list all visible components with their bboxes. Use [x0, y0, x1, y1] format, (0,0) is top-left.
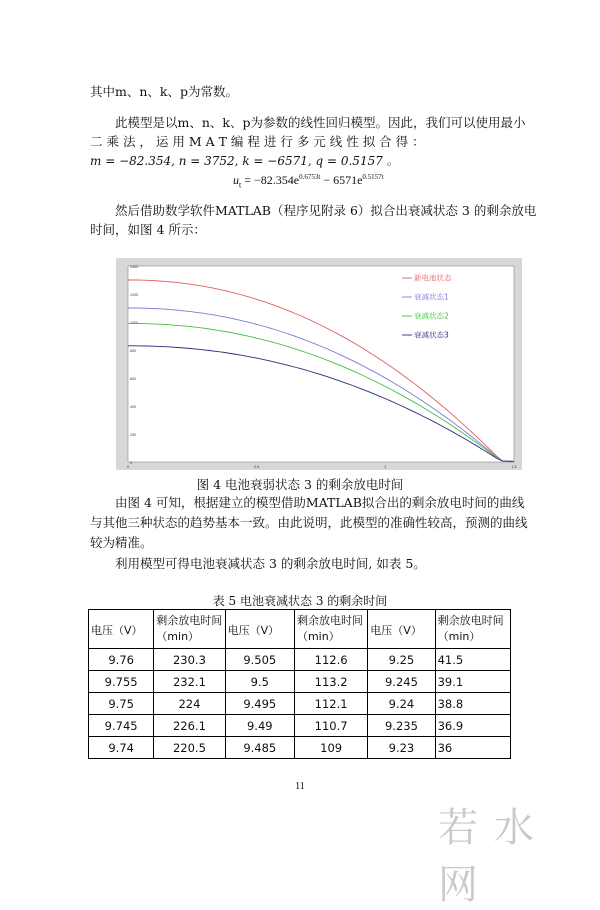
- table-header-row: [89, 610, 511, 649]
- x-tick-label: 1.5: [511, 465, 517, 469]
- table-cell: 38.8: [435, 693, 510, 715]
- plot-area: [128, 266, 514, 462]
- table-cell: 113.2: [294, 671, 367, 693]
- table-cell: 230.3: [154, 649, 225, 671]
- table-cell: 36: [435, 737, 510, 759]
- table-cell: 9.23: [368, 737, 435, 759]
- y-tick-label: 400: [130, 405, 136, 409]
- table-cell: 109: [294, 737, 367, 759]
- x-tick-label: 0.5: [254, 465, 260, 469]
- x-tick-label: 1: [384, 465, 387, 469]
- y-tick-label: 600: [130, 377, 136, 381]
- y-tick-label: 800: [130, 349, 136, 353]
- table-cell: 9.24: [368, 693, 435, 715]
- table-cell: 9.745: [89, 715, 154, 737]
- header-voltage-1: 电压（V）: [89, 610, 154, 649]
- paragraph-analysis-l1: 由图 4 可知，根据建立的模型借助MATLAB拟合出的剩余放电时间的曲线: [115, 495, 525, 510]
- remaining-time-table: [88, 609, 511, 759]
- table-cell: 36.9: [435, 715, 510, 737]
- table-cell: 9.74: [89, 737, 154, 759]
- table-cell: 232.1: [154, 671, 225, 693]
- table-cell: 112.6: [294, 649, 367, 671]
- table-cell: 220.5: [154, 737, 225, 759]
- paragraph-model-l1: 此模型是以m、n、k、p为参数的线性回归模型。因此，我们可以使用最小: [115, 115, 526, 130]
- y-tick-label: 1400: [130, 265, 138, 269]
- paragraph-matlab-l2: 时间，如图 4 所示：: [90, 222, 206, 237]
- table-caption: 表 5 电池衰减状态 3 的剩余时间: [212, 594, 388, 608]
- table-row: [89, 693, 511, 715]
- header-time-3: 剩余放电时间（min）: [435, 610, 510, 649]
- watermark-logo: 若水网: [438, 805, 550, 908]
- table-cell: 9.505: [225, 649, 294, 671]
- page-number: 11: [295, 781, 305, 792]
- table-cell: 9.49: [225, 715, 294, 737]
- header-voltage-2: 电压（V）: [225, 610, 294, 649]
- table-cell: 9.755: [89, 671, 154, 693]
- paragraph-constants: 其中m、n、k、p为常数。: [90, 84, 238, 99]
- table-cell: 9.245: [368, 671, 435, 693]
- table-row: [89, 737, 511, 759]
- table-cell: 9.495: [225, 693, 294, 715]
- table-row: [89, 649, 511, 671]
- paragraph-analysis-l2: 与其他三种状态的趋势基本一致。由此说明，此模型的准确性较高，预测的曲线: [90, 515, 528, 530]
- paragraph-matlab-l1: 然后借助数学软件MATLAB（程序见附录 6）拟合出衰减状态 3 的剩余放电: [115, 203, 537, 218]
- figure-caption: 图 4 电池衰弱状态 3 的剩余放电时间: [196, 477, 404, 492]
- chart-svg: [116, 258, 522, 470]
- legend-label: 衰减状态2: [414, 311, 449, 321]
- table-cell: 9.76: [89, 649, 154, 671]
- legend-label: 新电池状态: [414, 273, 452, 283]
- table-cell: 110.7: [294, 715, 367, 737]
- table-cell: 41.5: [435, 649, 510, 671]
- figure-4-chart: [116, 258, 522, 470]
- y-tick-label: 0: [130, 461, 132, 465]
- paragraph-model-l2: 二 乘 法 ， 运 用 M A T 编 程 进 行 多 元 线 性 拟 合 得 ：: [90, 134, 425, 149]
- paragraph-model-l3: m = −82.354, n = 3752, k = −6571, q = 0.5157 。: [90, 154, 399, 168]
- legend-label: 衰减状态1: [414, 292, 449, 302]
- table-cell: 9.5: [225, 671, 294, 693]
- table-cell: 39.1: [435, 671, 510, 693]
- legend-label: 衰减状态3: [414, 330, 449, 340]
- table-row: [89, 715, 511, 737]
- y-tick-label: 1000: [130, 321, 138, 325]
- table-cell: 112.1: [294, 693, 367, 715]
- header-time-1: 剩余放电时间（min）: [154, 610, 225, 649]
- header-voltage-3: 电压（V）: [368, 610, 435, 649]
- fitted-equation: $u_t = -82.354e^{0.6753t} - 6571e^{0.5157t}$: [233, 173, 384, 190]
- table-cell: 9.485: [225, 737, 294, 759]
- table-cell: 9.75: [89, 693, 154, 715]
- table-cell: 226.1: [154, 715, 225, 737]
- y-tick-label: 200: [130, 433, 136, 437]
- table-cell: 9.25: [368, 649, 435, 671]
- x-tick-label: 0: [127, 465, 129, 469]
- paragraph-analysis-l3: 较为精准。: [90, 535, 153, 550]
- table-cell: 224: [154, 693, 225, 715]
- table-cell: 9.235: [368, 715, 435, 737]
- y-tick-label: 1200: [130, 293, 138, 297]
- paragraph-table-intro: 利用模型可得电池衰减状态 3 的剩余放电时间, 如表 5。: [115, 556, 426, 571]
- header-time-2: 剩余放电时间（min）: [294, 610, 367, 649]
- table-row: [89, 671, 511, 693]
